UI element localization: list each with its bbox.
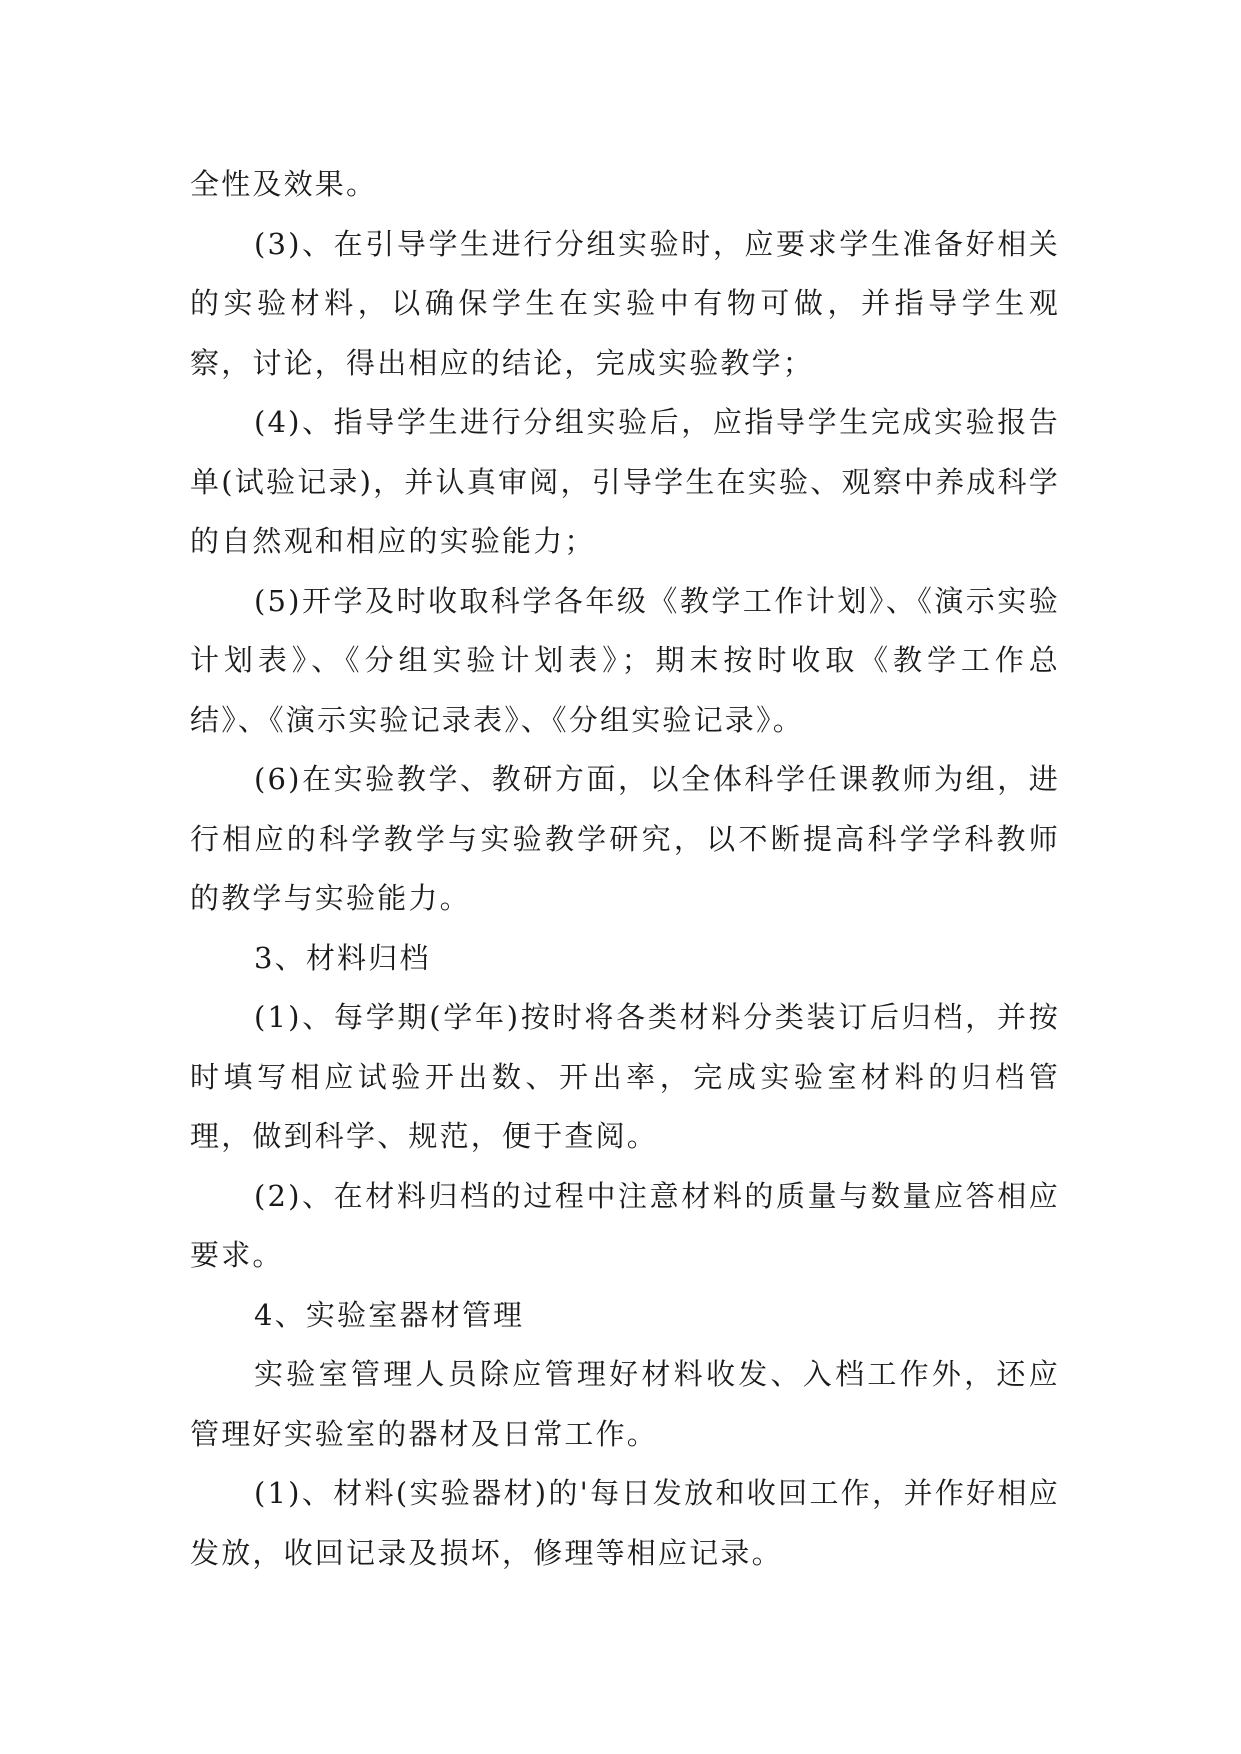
paragraph-item-3: (3)、在引导学生进行分组实验时，应要求学生准备好相关的实验材料，以确保学生在实验中有物可做，并指导学生观察，讨论，得出相应的结论，完成实验教学； [190,226,1060,380]
paragraph-item-5: (5)开学及时收取科学各年级《教学工作计划》、《演示实验计划表》、《分组实验计划表》；期末按时收取《教学工作总结》、《演示实验记录表》、《分组实验记录》。 [190,583,1060,737]
document-body [190,155,1060,1583]
paragraph-equipment-intro: 实验室管理人员除应管理好材料收发、入档工作外，还应管理好实验室的器材及日常工作。 [190,1357,1060,1451]
section-heading-archiving: 3、材料归档 [254,940,431,975]
paragraph-item-6: (6)在实验教学、教研方面，以全体科学任课教师为组，进行相应的科学教学与实验教学研究，以不断提高科学学科教师的教学与实验能力。 [190,762,1060,915]
paragraph-continuation: 全性及效果。 [190,167,378,201]
paragraph-equipment-1: (1)、材料(实验器材)的'每日发放和收回工作，并作好相应发放，收回记录及损坏，修理等相应记录。 [190,1476,1060,1570]
paragraph-archiving-1: (1)、每学期(学年)按时将各类材料分类装订后归档，并按时填写相应试验开出数、开出率，完成实验室材料的归档管理，做到科学、规范，便于查阅。 [190,1000,1060,1153]
paragraph-item-4: (4)、指导学生进行分组实验后，应指导学生完成实验报告单(试验记录)，并认真审阅，引导学生在实验、观察中养成科学的自然观和相应的实验能力； [190,405,1060,558]
section-heading-equipment: 4、实验室器材管理 [254,1297,525,1332]
paragraph-archiving-2: (2)、在材料归档的过程中注意材料的质量与数量应答相应要求。 [190,1178,1060,1272]
